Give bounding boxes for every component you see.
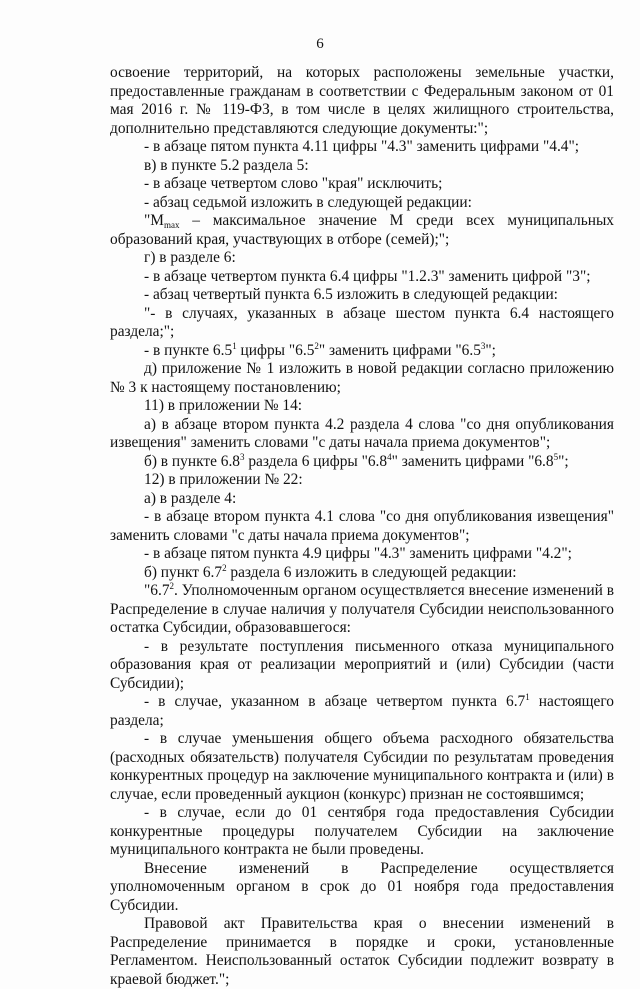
paragraph: - в абзаце четвертом пункта 6.4 цифры "1.2.3" заменить цифрой "3"; — [144, 267, 591, 285]
paragraph: - абзац четвертый пункта 6.5 изложить в следующей редакции: — [144, 286, 558, 303]
text-run: б) пункт 6.7 — [144, 563, 223, 581]
subscript: max — [163, 220, 180, 230]
text-run: "6.7 — [144, 582, 170, 599]
paragraph — [110, 693, 614, 730]
text-run: . Уполномоченным органом осуществляется внесение изменений в Распределение в случае наличия у получателя Субсидии неиспользованного остатка Субсидии, образовавшегося: — [110, 582, 614, 636]
text-run: "M — [144, 212, 164, 229]
paragraph — [110, 582, 614, 638]
text-run: " заменить цифрами "6.8 — [391, 452, 554, 470]
paragraph: а) в разделе 4: — [144, 489, 237, 507]
text-run: – максимальное значение М среди всех муниципальных образований края, участвующих в отборе (семей);"; — [110, 212, 614, 248]
superscript: 2 — [314, 340, 319, 351]
paragraph: - в случае уменьшения общего объема расходного обязательства (расходных обязательств) получателя Субсидии по результатам проведения конкурентных процедур на заключение муниципального контракта и (или) в случае, если проведенный аукцион (конкурс) признан не состоявшимся; — [110, 730, 614, 803]
superscript: 3 — [480, 340, 486, 351]
text-run: "; — [558, 452, 569, 470]
superscript: 1 — [232, 340, 237, 351]
text-run: раздела 6 изложить в следующей редакции: — [226, 563, 517, 581]
superscript: 2 — [169, 581, 175, 591]
page-number: 6 — [316, 36, 324, 52]
paragraph: д) приложение № 1 изложить в новой редакции согласно приложению № 3 к настоящему постановлению; — [110, 360, 614, 396]
paragraph — [110, 342, 614, 361]
paragraph: освоение территорий, на которых расположены земельные участки, предоставленные гражданам в соответствии с Федеральным законом от 01 мая 2016 г. № 119-ФЗ, в том числе в целях жилищного строительства, дополнительно представляются следующие документы:"; — [110, 64, 614, 137]
paragraph: - абзац седьмой изложить в следующей редакции: — [144, 193, 472, 211]
superscript: 4 — [387, 451, 392, 462]
paragraph: - в абзаце втором пункта 4.1 слова "со дня опубликования извещения" заменить словами "с даты начала приема документов"; — [110, 508, 614, 544]
paragraph: - в результате поступления письменного отказа муниципального образования края от реализации мероприятий и (или) Субсидии (части Субсидии); — [110, 637, 614, 692]
superscript: 5 — [553, 451, 559, 462]
text-run: - в случае, указанном в абзаце четвертом пункта 6.7 — [144, 693, 526, 710]
text-run: б) в пункте 6.8 — [144, 452, 241, 470]
paragraph: а) в абзаце втором пункта 4.2 раздела 4 слова "со дня опубликования извещения" заменить словами "с даты начала приема документов"; — [110, 415, 614, 451]
superscript: 1 — [525, 692, 530, 702]
paragraph: - в абзаце пятом пункта 4.9 цифры "4.3" заменить цифрами "4.2"; — [144, 545, 572, 562]
paragraph: в) в пункте 5.2 раздела 5: — [144, 156, 309, 174]
paragraph: - в абзаце четвертом слово "края" исключить; — [144, 175, 443, 192]
paragraph: - в случае, если до 01 сентября года предоставления Субсидии конкурентные процедуры получателем Субсидии на заключение муниципального контракта не были проведены. — [110, 804, 614, 858]
text-run: "; — [485, 341, 496, 359]
paragraph — [110, 564, 614, 583]
text-run: - в пункте 6.5 — [144, 341, 233, 359]
text-run: раздела 6 цифры "6.8 — [244, 452, 388, 470]
paragraph: Правовой акт Правительства края о внесении изменений в Распределение принимается в порядке и сроки, установленные Регламентом. Неиспользованный остаток Субсидии подлежит возврату в краевой бюджет."; — [110, 915, 614, 988]
document-body — [110, 64, 614, 989]
superscript: 3 — [240, 451, 245, 462]
paragraph: 12) в приложении № 22: — [144, 471, 303, 488]
text-run: цифры "6.5 — [236, 341, 315, 359]
text-run: " заменить цифрами "6.5 — [318, 341, 481, 359]
paragraph: Внесение изменений в Распределение осуществляется уполномоченным органом в срок до 01 ноября года предоставления Субсидии. — [110, 859, 614, 914]
paragraph: г) в разделе 6: — [144, 249, 236, 266]
paragraph: 11) в приложении № 14: — [144, 397, 303, 414]
superscript: 2 — [222, 562, 227, 573]
paragraph: "- в случаях, указанных в абзаце шестом пункта 6.4 настоящего раздела;"; — [110, 304, 614, 340]
paragraph: - в абзаце пятом пункта 4.11 цифры "4.3" заменить цифрами "4.4"; — [144, 138, 580, 155]
paragraph — [110, 212, 614, 249]
text-run: настоящего раздела; — [110, 693, 614, 729]
paragraph — [110, 453, 614, 472]
